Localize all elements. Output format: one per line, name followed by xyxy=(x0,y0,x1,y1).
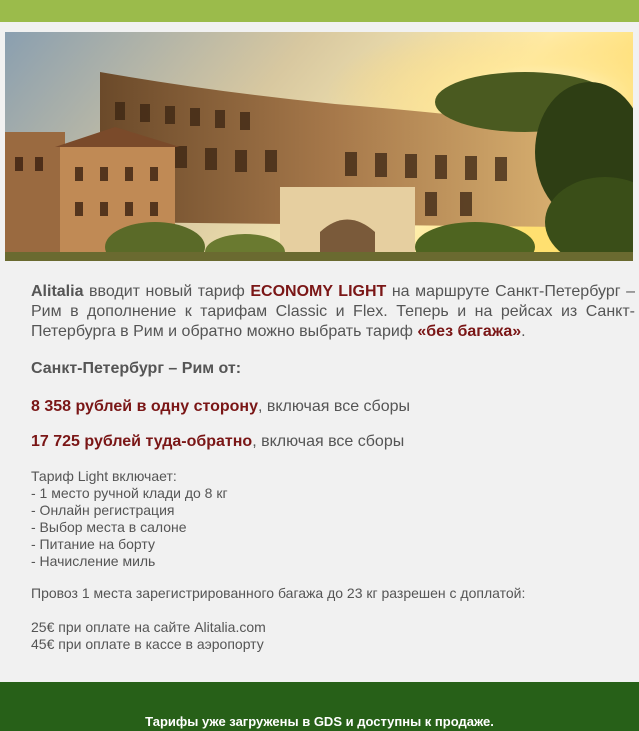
fee-airport: 45€ при оплате в кассе в аэропорту xyxy=(31,636,264,652)
list-item: - 1 место ручной клади до 8 кг xyxy=(31,485,228,501)
includes-title: Тариф Light включает: xyxy=(31,468,177,484)
list-item: - Начисление миль xyxy=(31,553,156,569)
list-item: - Онлайн регистрация xyxy=(31,502,175,518)
footer-text: Тарифы уже загружены в GDS и доступны к продаже. xyxy=(145,714,494,729)
main-content xyxy=(31,282,636,652)
baggage-fees xyxy=(31,619,266,653)
list-item: - Выбор места в салоне xyxy=(31,519,187,535)
price-round-trip: 17 725 рублей туда-обратно, включая все сборы xyxy=(31,433,405,450)
route-heading: Санкт-Петербург – Рим от: xyxy=(31,360,242,377)
intro-paragraph: Alitalia вводит новый тариф ECONOMY LIGHT на маршруте Санкт-Петербург – Рим в дополнение к тарифам Classic и Flex. Теперь и на рейсах из Санкт-Петербурга в Рим и обратно можно выбрать тариф «без багажа». xyxy=(31,283,636,340)
fee-online: 25€ при оплате на сайте Alitalia.com xyxy=(31,619,266,635)
tariff-name: ECONOMY LIGHT xyxy=(250,283,387,300)
baggage-note: Провоз 1 места зарегистрированного багажа до 23 кг разрешен с доплатой: xyxy=(31,585,526,601)
colosseum-illustration xyxy=(5,32,633,261)
list-item: - Питание на борту xyxy=(31,536,155,552)
no-baggage-label: «без багажа» xyxy=(417,323,522,340)
tariff-includes-list xyxy=(31,468,228,570)
top-banner-bar xyxy=(0,0,639,22)
price-one-way: 8 358 рублей в одну сторону, включая все сборы xyxy=(31,398,411,415)
hero-image-colosseum xyxy=(5,32,633,261)
brand-name: Alitalia xyxy=(31,283,84,300)
